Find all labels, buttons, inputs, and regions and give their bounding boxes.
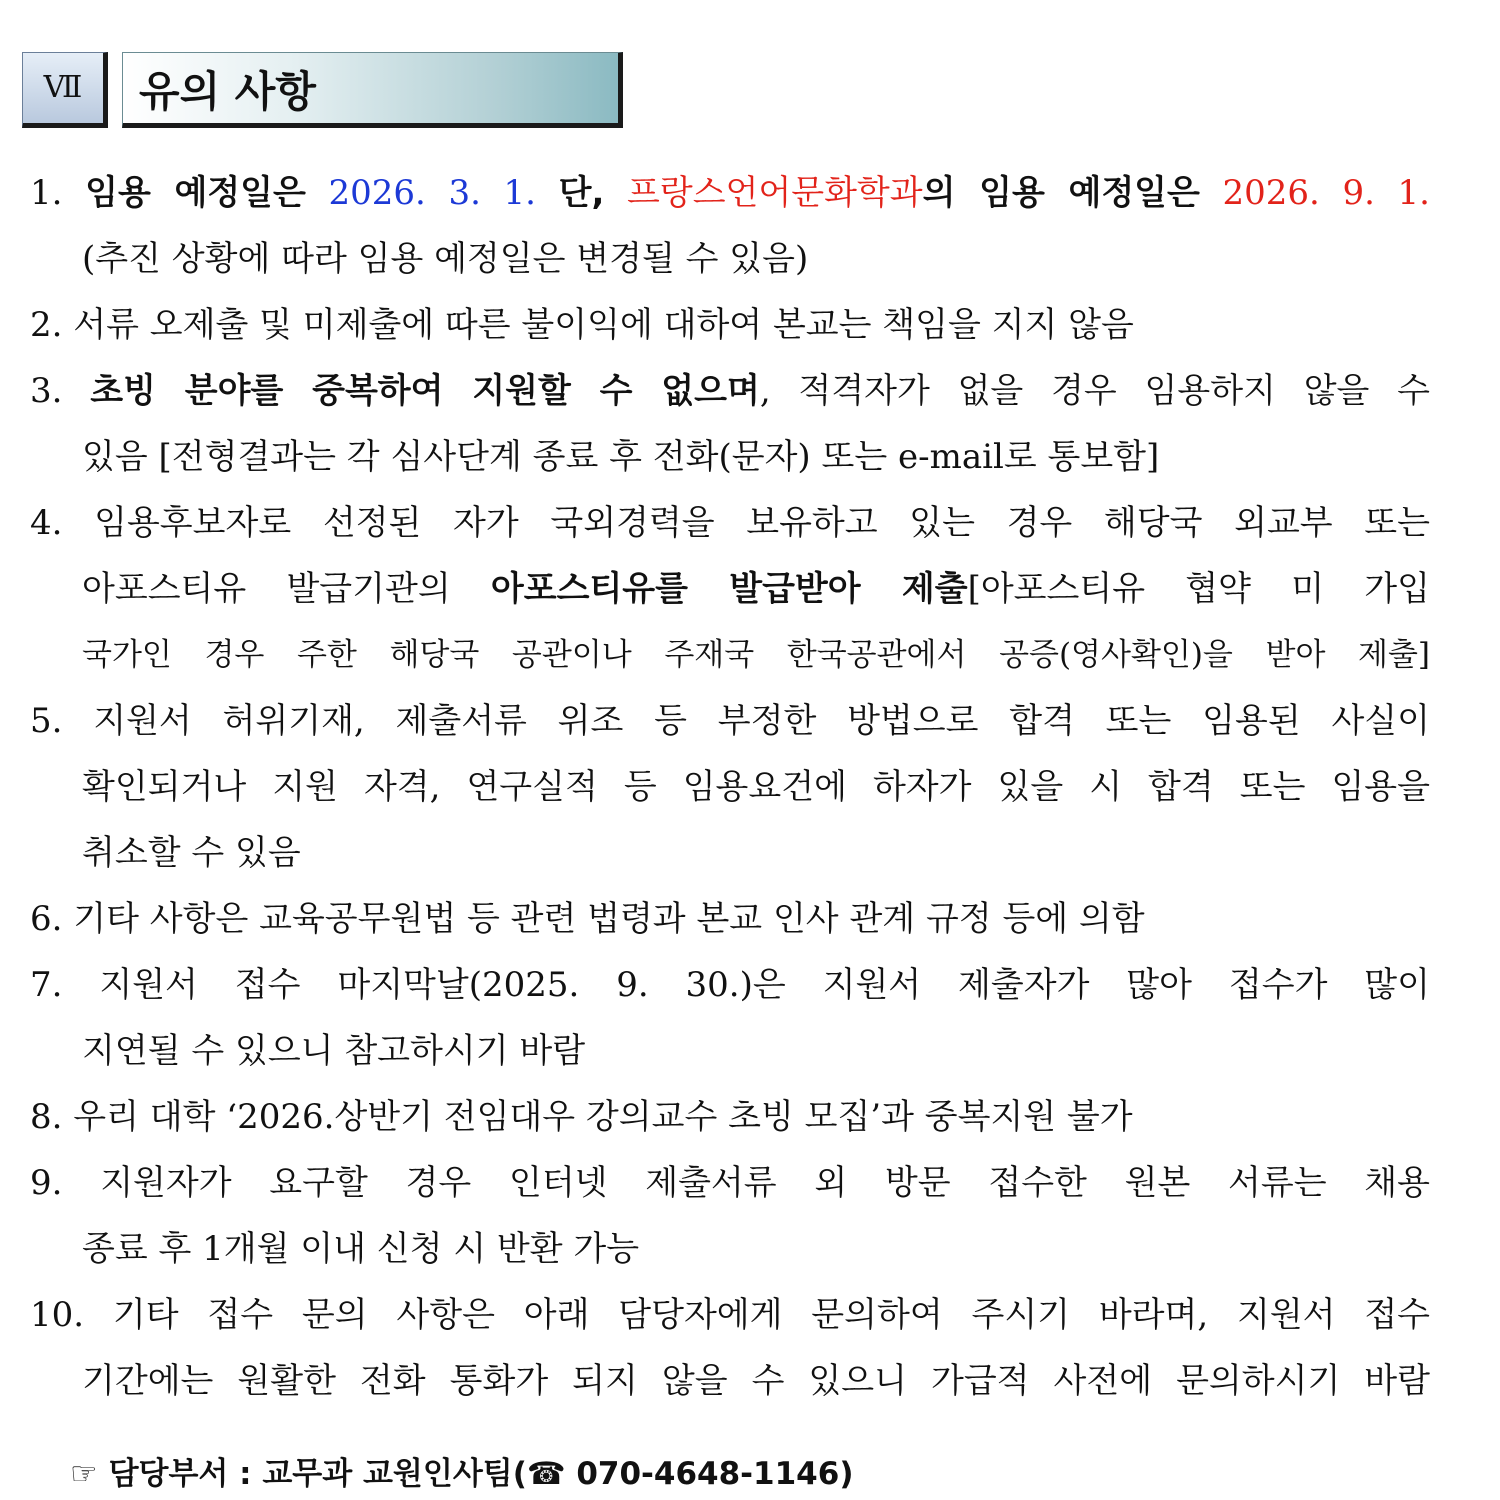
item-text-bold: 초빙 분야를 중복하여 지원할 수 없으며: [90, 371, 760, 411]
item-number: 10.: [30, 1295, 85, 1335]
item-text: 임용후보자로 선정된 자가 국외경력을 보유하고 있는 경우 해당국 외교부 또는: [94, 503, 1430, 543]
item-text: 기타 접수 문의 사항은 아래 담당자에게 문의하여 주시기 바라며, 지원서 접수: [112, 1295, 1431, 1335]
item-text: 취소할 수 있음: [82, 833, 301, 873]
phone-icon: ☎: [526, 1456, 566, 1492]
item-text: 아포스티유 발급기관의: [82, 569, 451, 609]
item-number: 3.: [30, 371, 63, 411]
item-number: 2.: [30, 305, 63, 345]
item-number: 7.: [30, 965, 63, 1005]
list-item: [30, 1084, 1430, 1150]
contact-info: [70, 1448, 853, 1493]
item-text: 의 임용 예정일은: [922, 173, 1200, 213]
item-text: , 적격자가 없을 경우 임용하지 않을 수: [759, 371, 1431, 411]
item-text: 국가인 경우 주한 해당국 공관이나 주재국 한국공관에서 공증(영사확인)을 받아 제출]: [82, 637, 1430, 673]
department-start-date: 2026. 9. 1.: [1222, 173, 1430, 213]
section-title-bar: [122, 52, 623, 128]
item-number: 6.: [30, 899, 63, 939]
list-item: [30, 1282, 1430, 1414]
list-item: [30, 886, 1430, 952]
item-text: 종료 후 1개월 이내 신청 시 반환 가능: [82, 1229, 640, 1269]
item-text: 단,: [558, 173, 605, 213]
list-item: [30, 160, 1430, 292]
list-item: [30, 1150, 1430, 1282]
contact-phone: 070-4648-1146): [576, 1456, 854, 1492]
start-date: 2026. 3. 1.: [328, 173, 536, 213]
item-text: 있음 [전형결과는 각 심사단계 종료 후 전화(문자) 또는 e-mail로 통보함]: [82, 437, 1160, 477]
item-number: 1.: [30, 173, 63, 213]
item-text: 서류 오제출 및 미제출에 따른 불이익에 대하여 본교는 책임을 지지 않음: [73, 305, 1134, 345]
item-text: [아포스티유 협약 미 가입: [967, 569, 1430, 609]
notice-list: [30, 160, 1430, 1414]
item-number: 5.: [30, 701, 63, 741]
list-item: [30, 358, 1430, 490]
list-item: [30, 952, 1430, 1084]
item-number: 4.: [30, 503, 63, 543]
department-name: 프랑스언어문화학과: [627, 173, 923, 213]
list-item: [30, 490, 1430, 688]
item-text: 우리 대학 ‘2026.상반기 전임대우 강의교수 초빙 모집’과 중복지원 불가: [73, 1097, 1133, 1137]
list-item: [30, 688, 1430, 886]
item-text: 지원서 접수 마지막날(2025. 9. 30.)은 지원서 제출자가 많아 접수가 많이: [99, 965, 1430, 1005]
item-text: 지원서 허위기재, 제출서류 위조 등 부정한 방법으로 합격 또는 임용된 사실이: [93, 701, 1430, 741]
item-text: 임용 예정일은: [85, 173, 306, 213]
pointing-hand-icon: ☞: [70, 1456, 98, 1492]
contact-label: 담당부서 : 교무과 교원인사팀(: [108, 1456, 527, 1492]
item-text-bold: 아포스티유를 발급받아 제출: [490, 569, 968, 609]
item-number: 9.: [30, 1163, 63, 1203]
section-title: 유의 사항: [139, 67, 316, 116]
item-text: 지연될 수 있으니 참고하시기 바람: [82, 1031, 586, 1071]
item-text: 확인되거나 지원 자격, 연구실적 등 임용요건에 하자가 있을 시 합격 또는 임용을: [82, 767, 1430, 807]
item-text: 기간에는 원활한 전화 통화가 되지 않을 수 있으니 가급적 사전에 문의하시기 바람: [82, 1361, 1430, 1401]
item-text: 지원자가 요구할 경우 인터넷 제출서류 외 방문 접수한 원본 서류는 채용: [100, 1163, 1430, 1203]
section-number: Ⅶ: [22, 52, 108, 128]
list-item: [30, 292, 1430, 358]
item-number: 8.: [30, 1097, 63, 1137]
item-note: (추진 상황에 따라 임용 예정일은 변경될 수 있음): [82, 239, 809, 279]
item-text: 기타 사항은 교육공무원법 등 관련 법령과 본교 인사 관계 규정 등에 의함: [73, 899, 1145, 939]
